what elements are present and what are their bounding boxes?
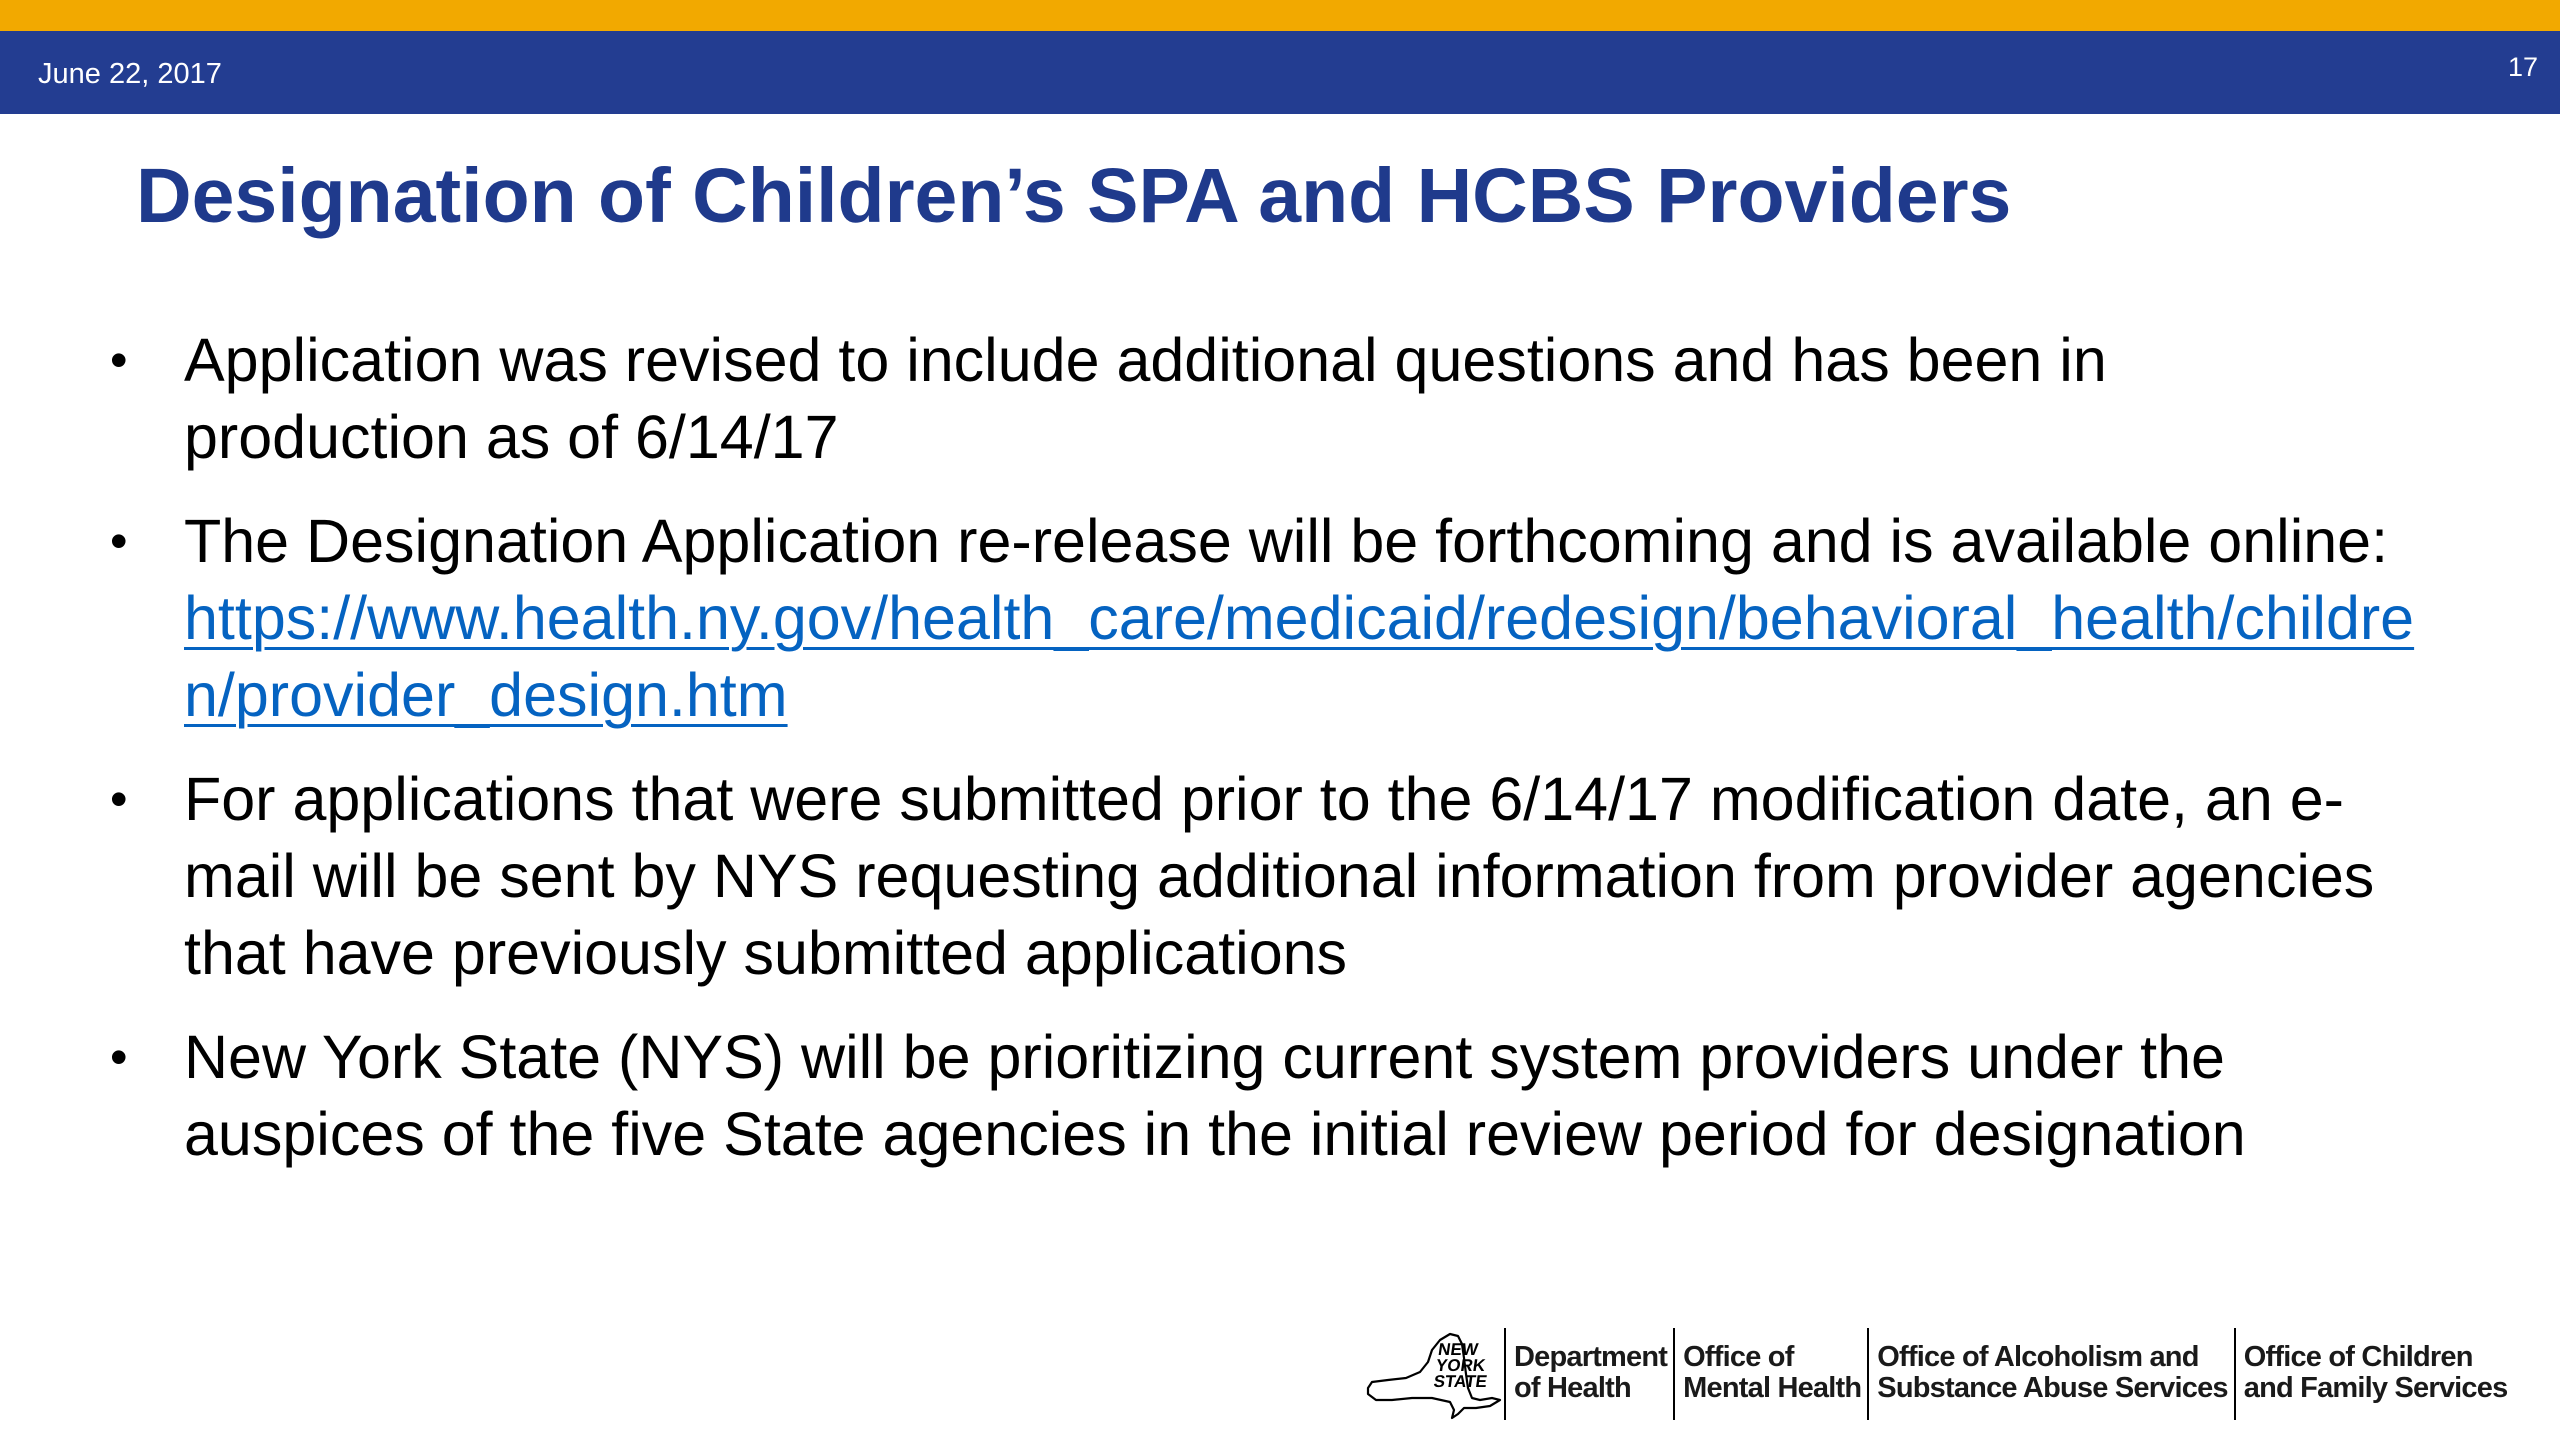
agency-office-of-mental-health [1673, 1328, 1867, 1420]
bullet-text: For applications that were submitted prior to the 6/14/17 modification date, an e-mail will be sent by NYS requesting additional information from provider agencies that have previously submitted applications [184, 765, 2375, 987]
agency-line: Substance Abuse Services [1877, 1372, 2228, 1404]
slide-title: Designation of Children’s SPA and HCBS Providers [136, 153, 2012, 239]
top-gold-bar [0, 0, 2560, 31]
bullet-text: Application was revised to include additional questions and has been in production as of 6/14/17 [184, 326, 2107, 471]
bullet-icon: • [110, 771, 128, 827]
nys-wordmark [1433, 1342, 1493, 1390]
bullet-icon: • [110, 332, 128, 388]
agency-line: and Family Services [2243, 1372, 2508, 1404]
agency-line: Office of Alcoholism and [1877, 1341, 2199, 1373]
bullet-item [108, 761, 2408, 992]
agency-line: Office of [1683, 1341, 1794, 1373]
bullet-icon: • [110, 1029, 128, 1085]
bullet-icon: • [110, 513, 128, 569]
designation-application-link[interactable]: https://www.health.ny.gov/health_care/medicaid/redesign/behavioral_health/children/provider_design.htm [184, 584, 2415, 729]
agency-oasas [1867, 1328, 2233, 1420]
agency-line: Mental Health [1683, 1372, 1862, 1404]
slide-date: June 22, 2017 [38, 58, 222, 90]
agency-logo-footer [1362, 1328, 2513, 1420]
nys-logo [1362, 1328, 1504, 1420]
agency-line: Office of Children [2243, 1341, 2473, 1373]
header-bar [0, 31, 2560, 114]
bullet-text: The Designation Application re-release will be forthcoming and is available online: [184, 507, 2389, 575]
bullet-text: New York State (NYS) will be prioritizing current system providers under the auspices of the five State agencies in the initial review period for designation [184, 1023, 2246, 1168]
nys-word-york: YORK [1434, 1356, 1487, 1375]
page-number: 17 [2507, 52, 2538, 82]
bullet-item [108, 1019, 2408, 1173]
bullet-list [108, 322, 2415, 1200]
agency-department-of-health [1504, 1328, 1673, 1420]
agency-line: of Health [1514, 1372, 1631, 1404]
agency-ocfs [2234, 1328, 2514, 1420]
nys-word-new: NEW [1436, 1340, 1480, 1359]
agency-line: Department [1514, 1341, 1668, 1373]
nys-word-state: STATE [1432, 1372, 1489, 1391]
bullet-item [108, 503, 2415, 734]
bullet-item [108, 322, 2408, 476]
